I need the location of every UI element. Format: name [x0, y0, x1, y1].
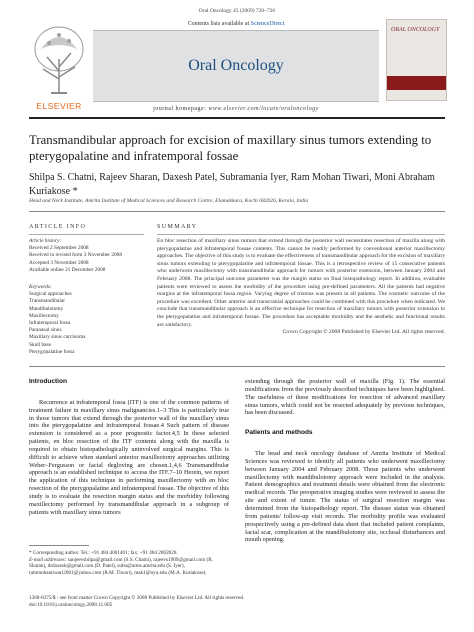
introduction-paragraph: Recurrence at infratemporal fossa (ITF) is one of the common patterns of treatment failure in maxillary sinus malignancies.1–3 This is particularly true in those tumors that extend through the posterior wall of the maxillary sinus into the pterygopalatine and infratemporal fossae.4 Such pattern of disease extension is considered as a poor prognostic factor.4,5 In these selected patients, en bloc resection of the ITF contents along with the maxilla is required to obtain histopathologically uninvolved surgical margins. This is difficult to achieve when standard anterior maxillectomy approaches utilizing Weber–Fergusson or facial degloving are chosen.1,4,6 Transmandibular approach is an established technique to access the ITF.7–10 Herein, we report the application of this technique in performing maxillectomy with en bloc resection of the pterygopalatine and infratemporal fossae. The objective of this study is to evaluate the resection margin status and the morbidity following maxillectomy performed by transmandibular approach in a subgroup of patients with maxillary sinus tumors — [29, 398, 229, 516]
doi-line[interactable]: doi:10.1016/j.oraloncology.2008.11.005 — [29, 601, 113, 608]
abstract-body: En bloc resection of maxillary sinus tumors that extend through the posterior wall necessitates resection of maxilla along with pterygopalatine and infratemporal fossae contents. This cannot be readily performed by conventional anterior maxillectomy approaches. The objective of this study is to evaluate the effectiveness of transmandibular approach for the excision of maxillary sinus tumors extending to pterygopalatine and infratemporal fossae. This is a retrospective review of 15 consecutive patients who underwent maxillectomy with transmandibular approach for tumors with posterior extension, between January 2004 and February 2008. The principal outcome parameter was the margin status on final histopathology report. In addition, evaluable patients were reviewed to assess the morbidity of the procedure using pre-defined parameters. All the patients had negative margins at the infratemporal fossa region. Varying degree of trismus was present in all patients. The cosmetic outcome of the procedure was excellent. Other anterior and transcranial approaches could be combined with this procedure when indicated. We conclude that transmandibular approach is an effective technique for resection of maxillary tumors with posterior extension to the pterygopalatine and infratemporal fossae. The procedure has acceptable morbidity and the aesthetic and functional results are satisfactory. — [157, 238, 445, 328]
history-item: Available online 21 December 2008 — [29, 266, 106, 273]
author-affiliation: Head and Neck Institute, Amrita Institute of Medical Sciences and Research Centre, Elamakkara, Kochi 682026, Kerala, India — [29, 198, 309, 204]
methods-paragraph: The head and neck oncology database of Amrita Institute of Medical Sciences was reviewed to identify all patients who underwent maxillectomy between January 2004 and February 2008. Those patients who underwent maxillectomy with mandibulotomy approach were included in the analysis. Patient demographics and treatment details were obtained from the electronic medical records. The preoperative imaging studies were reviewed to assess the site and extent of tumor. The status of surgical resection margin was determined from the histopathology report. The disease status was obtained from patients' follow-up visit records. The morbidity profile was evaluated prospectively using a pre-defined data sheet that included patient complaints, facial scar, complication at the mandibulotomy site, occlusal disturbances and mouth opening. — [245, 450, 445, 544]
cover-title: ORAL ONCOLOGY — [391, 27, 440, 33]
abstract — [157, 238, 445, 337]
keyword-item: Mandibulotomy — [29, 305, 64, 312]
header-rule — [29, 117, 445, 119]
keywords-block — [29, 284, 144, 356]
keyword-item: Surgical approaches — [29, 291, 72, 298]
homepage-prefix: journal homepage: — [153, 106, 207, 112]
journal-homepage — [93, 106, 379, 112]
footnote-rule — [29, 545, 89, 546]
email-addresses[interactable]: sanjeevshilpa@gmail.com (S.S. Chatni), rajeevs1909@gmail.com (R. Sharan), drdaxesh@gmail.com (D. Patel), subu@aims.amrita.edu (S. Iyer), rammohantiwari2001@yahoo.com (R.M. Tiwari), mak1@nyu.edu (M.A. Kuriakose). — [29, 556, 213, 576]
summary-heading: SUMMARY — [157, 224, 198, 230]
issn-line: 1368-8375/$ - see front matter Crown Copyright © 2008 Published by Elsevier Ltd. All rights reserved. — [29, 595, 245, 601]
keyword-item: Skull base — [29, 341, 51, 348]
keyword-item: Infratemporal fossa — [29, 320, 71, 327]
email-label: E-mail addresses: — [29, 556, 67, 563]
methods-heading: Patients and methods — [245, 429, 313, 437]
history-item: Accepted 3 November 2008 — [29, 259, 89, 266]
history-item: Received 2 September 2008 — [29, 245, 89, 252]
elsevier-tree-logo — [29, 19, 89, 101]
body-divider — [29, 366, 445, 367]
keyword-item: Maxillary sinus carcinoma — [29, 334, 86, 341]
corresponding-author-note: * Corresponding author. Tel.: +91 484 4001401; fax: +91 484 2802028. — [29, 550, 178, 556]
footnotes — [29, 550, 229, 576]
sciencedirect-link[interactable]: ScienceDirect — [250, 21, 285, 27]
introduction-continuation: extending through the posterior wall of maxilla (Fig. 1). The essential modifications from the previously described techniques have been highlighted. The usefulness of these modifications for resection of advanced maxillary sinus tumors, which could not be resected adequately by previous techniques, has been discussed. — [245, 378, 445, 417]
article-info-rule — [29, 234, 144, 235]
keyword-item: Pterygopalatine fossa — [29, 348, 75, 355]
article-info-heading: ARTICLE INFO — [29, 224, 87, 230]
history-item: Received in revised form 3 November 2008 — [29, 252, 122, 259]
introduction-heading: Introduction — [29, 378, 67, 385]
homepage-url[interactable]: www.elsevier.com/locate/oraloncology — [208, 106, 319, 112]
journal-title-box — [93, 30, 379, 102]
journal-cover-thumbnail — [386, 19, 447, 101]
author-list: Shilpa S. Chatni, Rajeev Sharan, Daxesh Patel, Subramania Iyer, Ram Mohan Tiwari, Moni Abraham Kuriakose * — [29, 172, 435, 197]
section-divider — [29, 211, 445, 212]
summary-rule — [157, 234, 445, 235]
keywords-label: Keywords: — [29, 284, 52, 290]
body-column-left — [29, 378, 229, 517]
journal-band — [93, 19, 379, 112]
abstract-copyright: Crown Copyright © 2008 Published by Elsevier Ltd. All rights reserved. — [282, 329, 445, 336]
journal-title: Oral Oncology — [188, 57, 284, 74]
publisher-name: ELSEVIER — [36, 101, 82, 111]
email-note — [29, 557, 229, 577]
issn-doi-block — [29, 595, 329, 608]
history-label: Article history: — [29, 238, 62, 244]
journal-citation: Oral Oncology 45 (2009) 720–726 — [198, 8, 276, 14]
contents-prefix: Contents lists available at — [187, 21, 250, 27]
keyword-item: Maxillectomy — [29, 312, 59, 319]
keyword-item: Paranasal sinus — [29, 327, 62, 334]
keyword-item: Transmandibular — [29, 298, 65, 305]
contents-availability — [93, 19, 379, 27]
article-history — [29, 238, 144, 274]
article-title: Transmandibular approach for excision of maxillary sinus tumors extending to pterygopalatine and infratemporal fossae — [29, 133, 432, 163]
journal-masthead — [29, 19, 445, 114]
cover-band — [387, 76, 446, 90]
body-column-right — [245, 378, 445, 544]
